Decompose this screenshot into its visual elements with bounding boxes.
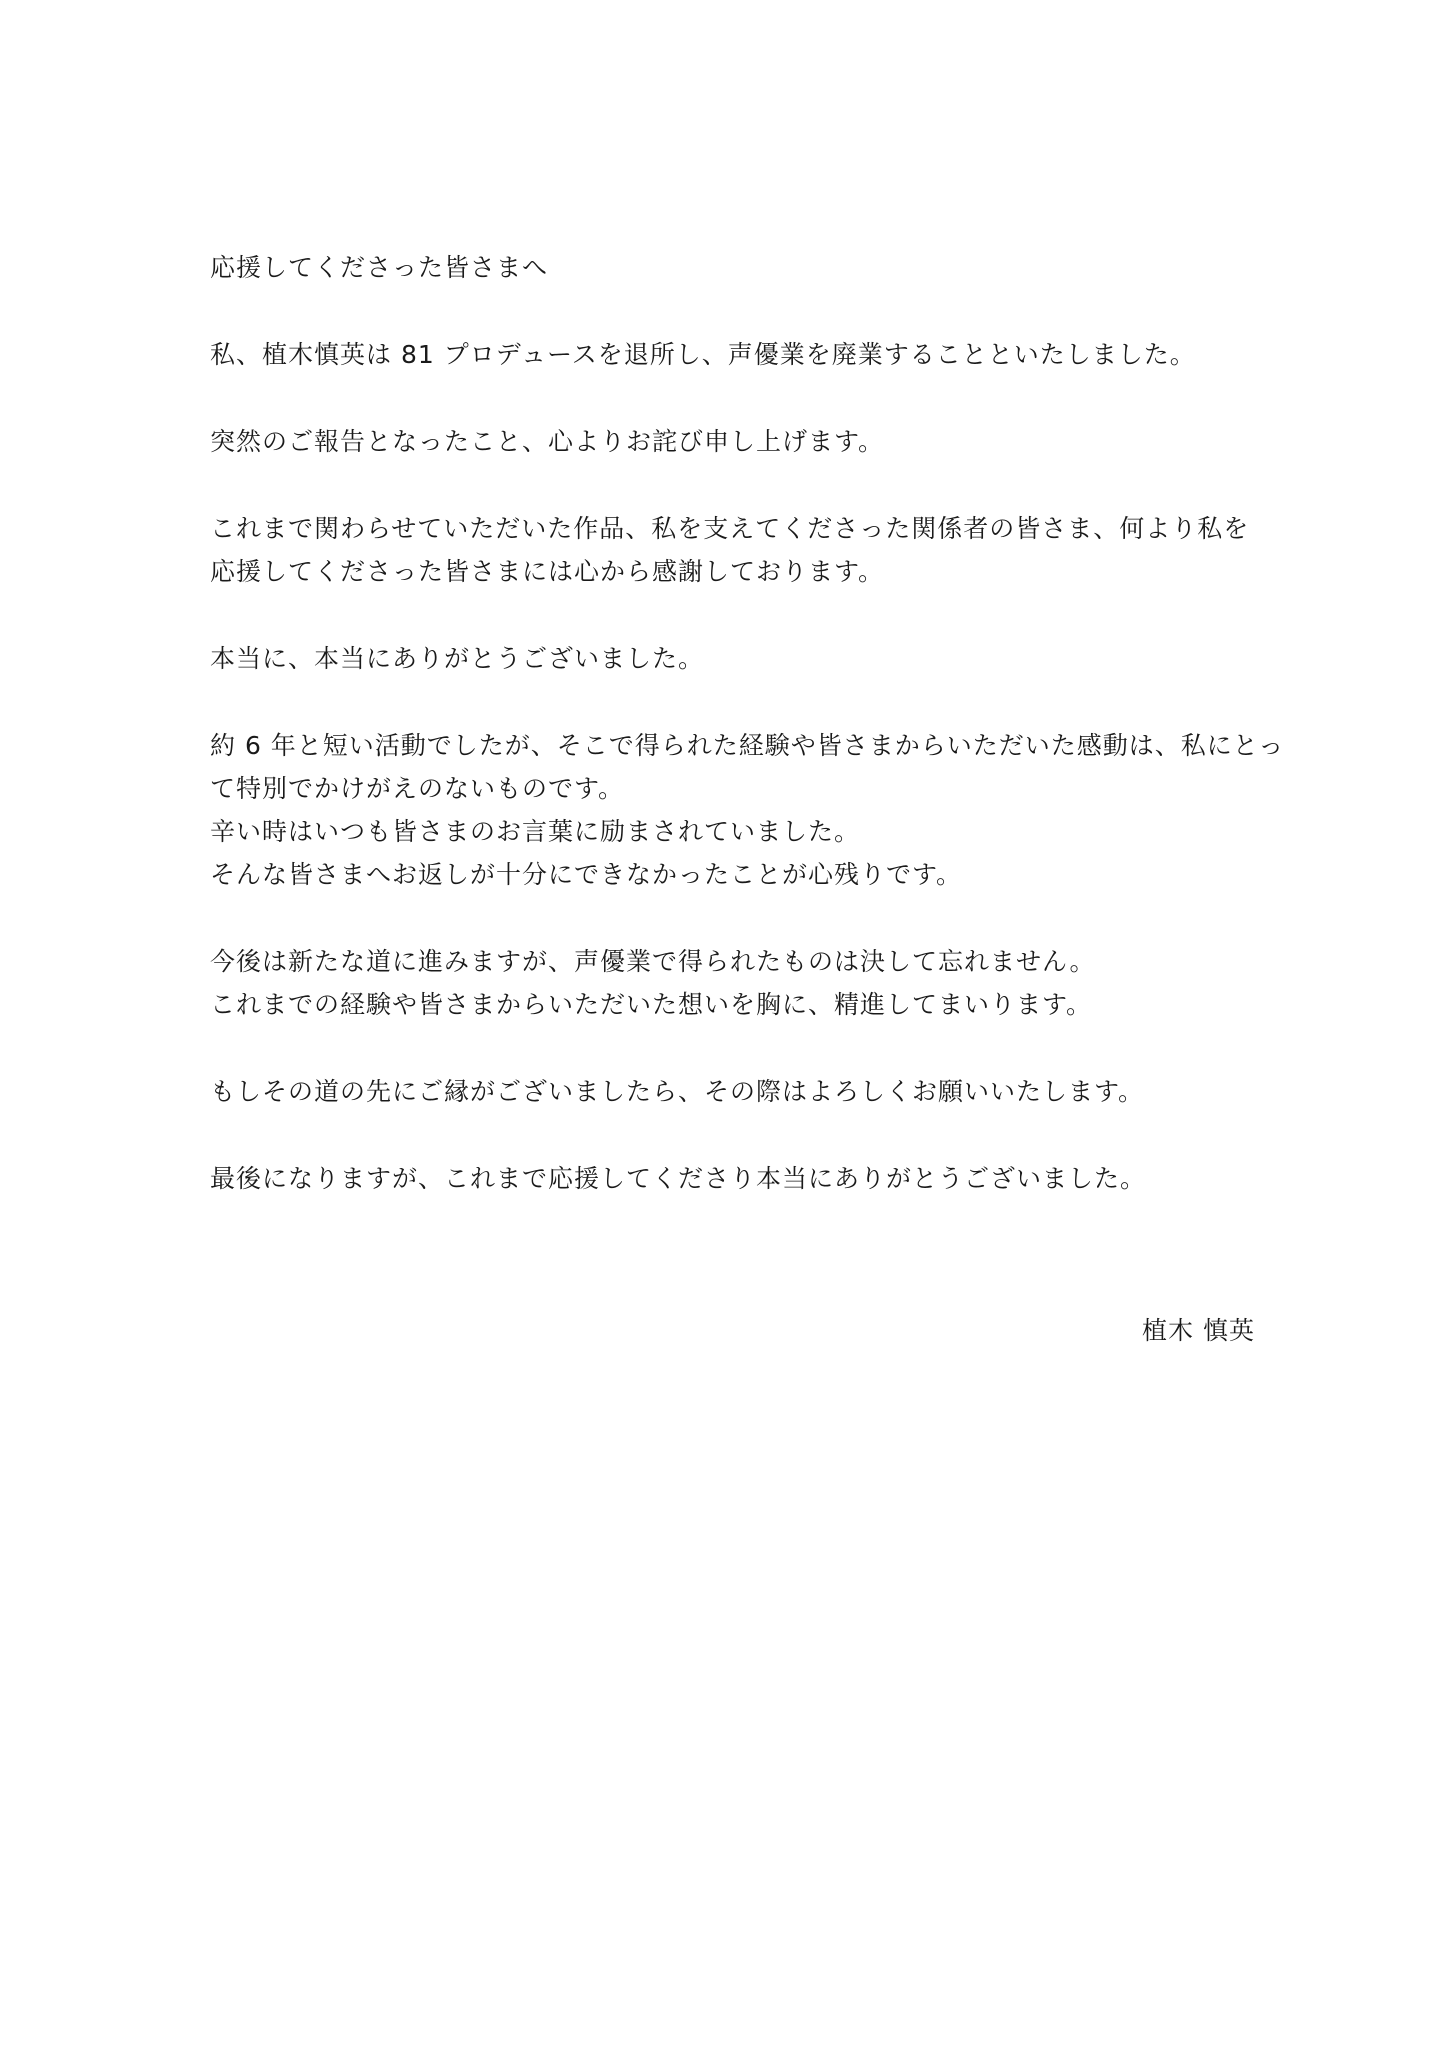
letter-signature: 植木 慎英 (1142, 1316, 1255, 1345)
letter-body (210, 246, 1285, 1200)
paragraph-line: 私、植木慎英は 81 プロデュースを退所し、声優業を廃業することといたしました。 (210, 340, 1196, 369)
paragraph-line: これまでの経験や皆さまからいただいた想いを胸に、精進してまいります。 (210, 990, 1093, 1019)
paragraph-line: 最後になりますが、これまで応援してくださり本当にありがとうございました。 (210, 1164, 1147, 1193)
paragraph-line: 辛い時はいつも皆さまのお言葉に励まされていました。 (210, 817, 861, 846)
paragraph-line: もしその道の先にご縁がございましたら、その際はよろしくお願いいたします。 (210, 1077, 1145, 1106)
paragraph-line: 約 6 年と短い活動でしたが、そこで得られた経験や皆さまからいただいた感動は、私にとっ (210, 731, 1285, 760)
paragraph-line: そんな皆さまへお返しが十分にできなかったことが心残りです。 (210, 860, 963, 889)
paragraph-line: これまで関わらせていただいた作品、私を支えてくださった関係者の皆さま、何より私を (210, 514, 1250, 543)
letter-greeting: 応援してくださった皆さまへ (210, 253, 549, 282)
paragraph-line: 突然のご報告となったこと、心よりお詫び申し上げます。 (210, 427, 885, 456)
paragraph-line: て特別でかけがえのないものです。 (210, 774, 625, 803)
paragraph-line: 応援してくださった皆さまには心から感謝しております。 (210, 557, 885, 586)
paragraph-line: 本当に、本当にありがとうございました。 (210, 644, 705, 673)
paragraph-line: 今後は新たな道に進みますが、声優業で得られたものは決して忘れません。 (210, 947, 1096, 976)
